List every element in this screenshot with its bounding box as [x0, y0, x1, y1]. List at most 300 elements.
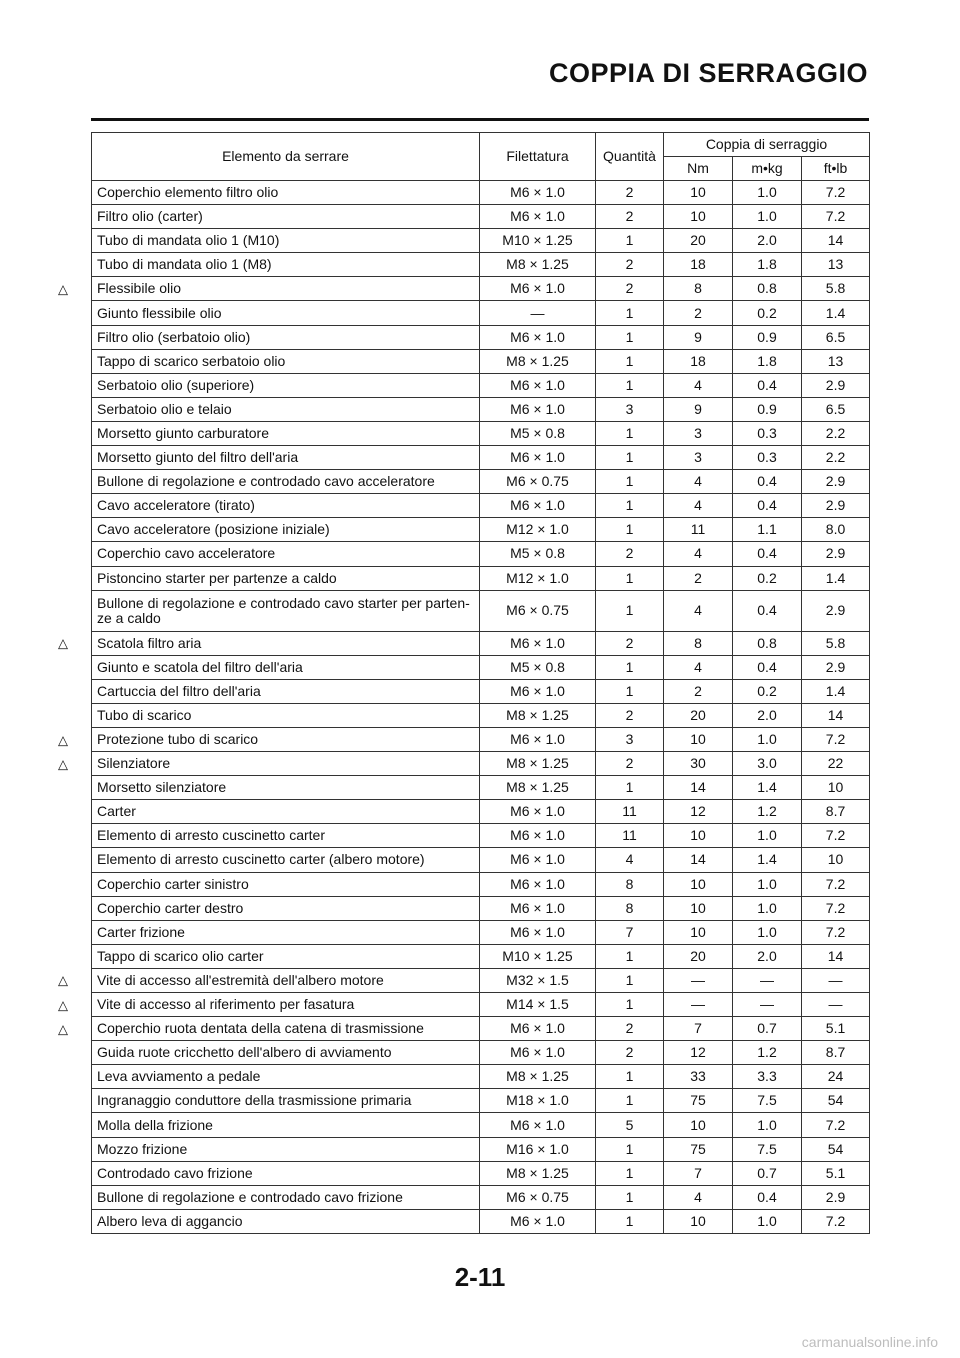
qty-cell: 2 — [596, 1041, 664, 1065]
item-name-cell — [92, 776, 480, 800]
table-row — [92, 1089, 870, 1113]
torque-nm-cell: — — [664, 993, 733, 1017]
item-name: Flessibile olio — [97, 280, 182, 297]
item-name: Elemento di arresto cuscinetto carter (albero motore) — [97, 851, 425, 868]
item-name: Tubo di mandata olio 1 (M8) — [97, 256, 272, 273]
item-name-cell — [58, 993, 480, 1017]
torque-mkg-cell: 0.4 — [733, 470, 802, 494]
table-row — [92, 1041, 870, 1065]
thread-cell: M6 × 1.0 — [480, 494, 596, 518]
item-name: Elemento di arresto cuscinetto carter — [97, 827, 325, 844]
table-header-row — [92, 133, 870, 157]
torque-mkg-cell: 0.9 — [733, 397, 802, 421]
item-name-cell — [92, 301, 480, 325]
thread-cell: M8 × 1.25 — [480, 703, 596, 727]
warning-triangle-icon: △ — [58, 756, 68, 772]
table-row — [92, 968, 870, 992]
torque-nm-cell: 10 — [664, 920, 733, 944]
qty-cell: 1 — [596, 1209, 664, 1233]
thread-cell: M6 × 1.0 — [480, 631, 596, 655]
thread-cell: M8 × 1.25 — [480, 1161, 596, 1185]
item-name-cell — [92, 655, 480, 679]
item-name: Giunto e scatola del filtro dell'aria — [97, 658, 303, 675]
qty-cell: 4 — [596, 848, 664, 872]
thread-cell: M10 × 1.25 — [480, 944, 596, 968]
item-name: Serbatoio olio (superiore) — [97, 376, 255, 393]
item-name: Carter — [97, 803, 136, 820]
table-row — [92, 800, 870, 824]
torque-nm-cell: 30 — [664, 752, 733, 776]
item-name: Bullone di regolazione e controdado cavo starter per parten-ze a caldo — [97, 594, 470, 626]
torque-ftlb-cell: — — [802, 968, 870, 992]
torque-nm-cell: 10 — [664, 181, 733, 205]
thread-cell: M6 × 1.0 — [480, 920, 596, 944]
torque-ftlb-cell: 2.9 — [802, 373, 870, 397]
torque-mkg-cell: 2.0 — [733, 229, 802, 253]
item-name-cell — [92, 1041, 480, 1065]
qty-cell: 1 — [596, 446, 664, 470]
torque-mkg-cell: 1.4 — [733, 848, 802, 872]
torque-ftlb-cell: 54 — [802, 1137, 870, 1161]
item-name: Coperchio cavo acceleratore — [97, 545, 276, 562]
torque-ftlb-cell: 1.4 — [802, 301, 870, 325]
table-row — [92, 1065, 870, 1089]
table-row — [92, 1161, 870, 1185]
item-name-cell — [92, 421, 480, 445]
torque-mkg-cell: 3.0 — [733, 752, 802, 776]
torque-ftlb-cell: 7.2 — [802, 896, 870, 920]
thread-cell: M10 × 1.25 — [480, 229, 596, 253]
torque-ftlb-cell: 22 — [802, 752, 870, 776]
thread-cell: M6 × 0.75 — [480, 590, 596, 631]
thread-cell: M6 × 1.0 — [480, 446, 596, 470]
torque-ftlb-cell: 13 — [802, 253, 870, 277]
item-name-cell — [92, 824, 480, 848]
warning-triangle-icon: △ — [58, 1021, 68, 1037]
torque-nm-cell: 4 — [664, 1185, 733, 1209]
thread-cell: M32 × 1.5 — [480, 968, 596, 992]
torque-ftlb-cell: 2.9 — [802, 494, 870, 518]
torque-ftlb-cell: 7.2 — [802, 205, 870, 229]
torque-mkg-cell: — — [733, 993, 802, 1017]
item-name-cell — [92, 518, 480, 542]
item-name-cell — [92, 494, 480, 518]
torque-nm-cell: 11 — [664, 518, 733, 542]
item-name: Morsetto silenziatore — [97, 779, 227, 796]
item-name-cell — [92, 920, 480, 944]
thread-cell: M6 × 1.0 — [480, 1113, 596, 1137]
item-name-cell — [92, 590, 480, 631]
qty-cell: 1 — [596, 470, 664, 494]
table-row — [92, 752, 870, 776]
torque-nm-cell: 4 — [664, 590, 733, 631]
table-row — [92, 205, 870, 229]
torque-ftlb-cell: 2.2 — [802, 446, 870, 470]
torque-ftlb-cell: 5.1 — [802, 1161, 870, 1185]
qty-cell: 3 — [596, 727, 664, 751]
torque-ftlb-cell: 54 — [802, 1089, 870, 1113]
item-name-cell — [92, 1089, 480, 1113]
torque-ftlb-cell: 14 — [802, 229, 870, 253]
thread-cell: M6 × 1.0 — [480, 205, 596, 229]
torque-nm-cell: 3 — [664, 421, 733, 445]
torque-nm-cell: 7 — [664, 1161, 733, 1185]
table-row — [92, 181, 870, 205]
item-name-cell — [92, 470, 480, 494]
header-qty: Quantità — [596, 133, 664, 181]
qty-cell: 1 — [596, 655, 664, 679]
qty-cell: 1 — [596, 679, 664, 703]
thread-cell: M6 × 1.0 — [480, 277, 596, 301]
item-name: Giunto flessibile olio — [97, 304, 222, 321]
torque-ftlb-cell: 10 — [802, 848, 870, 872]
item-name: Coperchio elemento filtro olio — [97, 184, 279, 201]
qty-cell: 5 — [596, 1113, 664, 1137]
table-row — [92, 1113, 870, 1137]
torque-mkg-cell: 0.4 — [733, 1185, 802, 1209]
torque-nm-cell: 10 — [664, 872, 733, 896]
torque-mkg-cell: 1.0 — [733, 205, 802, 229]
table-row — [92, 397, 870, 421]
item-name-cell — [92, 253, 480, 277]
item-name: Filtro olio (carter) — [97, 208, 203, 225]
torque-nm-cell: 4 — [664, 373, 733, 397]
qty-cell: 1 — [596, 566, 664, 590]
item-name: Tappo di scarico serbatoio olio — [97, 352, 286, 369]
torque-mkg-cell: 0.4 — [733, 373, 802, 397]
qty-cell: 11 — [596, 800, 664, 824]
item-name-cell — [92, 397, 480, 421]
torque-nm-cell: 75 — [664, 1089, 733, 1113]
torque-ftlb-cell: 13 — [802, 349, 870, 373]
torque-ftlb-cell: 5.1 — [802, 1017, 870, 1041]
torque-nm-cell: 18 — [664, 253, 733, 277]
torque-nm-cell: 33 — [664, 1065, 733, 1089]
torque-mkg-cell: 1.0 — [733, 1113, 802, 1137]
torque-ftlb-cell: — — [802, 993, 870, 1017]
torque-mkg-cell: 0.2 — [733, 679, 802, 703]
thread-cell: M6 × 1.0 — [480, 679, 596, 703]
thread-cell: M14 × 1.5 — [480, 993, 596, 1017]
qty-cell: 2 — [596, 253, 664, 277]
torque-nm-cell: 14 — [664, 776, 733, 800]
item-name: Bullone di regolazione e controdado cavo frizione — [97, 1188, 403, 1205]
thread-cell: M16 × 1.0 — [480, 1137, 596, 1161]
table-row — [92, 824, 870, 848]
torque-nm-cell: 20 — [664, 703, 733, 727]
torque-mkg-cell: 0.7 — [733, 1161, 802, 1185]
table-row — [92, 566, 870, 590]
item-name: Mozzo frizione — [97, 1140, 188, 1157]
item-name: Bullone di regolazione e controdado cavo acceleratore — [97, 473, 435, 490]
torque-mkg-cell: 2.0 — [733, 944, 802, 968]
torque-ftlb-cell: 1.4 — [802, 679, 870, 703]
table-row — [92, 301, 870, 325]
item-name-cell — [58, 727, 480, 751]
qty-cell: 1 — [596, 1089, 664, 1113]
table-row — [92, 349, 870, 373]
torque-ftlb-cell: 7.2 — [802, 1113, 870, 1137]
table-row — [92, 1017, 870, 1041]
torque-ftlb-cell: 7.2 — [802, 872, 870, 896]
table-row — [92, 631, 870, 655]
torque-ftlb-cell: 7.2 — [802, 1209, 870, 1233]
thread-cell: M6 × 0.75 — [480, 1185, 596, 1209]
torque-ftlb-cell: 2.2 — [802, 421, 870, 445]
item-name-cell — [58, 968, 480, 992]
torque-ftlb-cell: 2.9 — [802, 470, 870, 494]
table-row — [92, 229, 870, 253]
thread-cell: M6 × 1.0 — [480, 181, 596, 205]
qty-cell: 2 — [596, 631, 664, 655]
qty-cell: 1 — [596, 349, 664, 373]
torque-ftlb-cell: 10 — [802, 776, 870, 800]
table-row — [92, 590, 870, 631]
torque-mkg-cell: 1.0 — [733, 181, 802, 205]
torque-nm-cell: 9 — [664, 325, 733, 349]
table-row — [92, 872, 870, 896]
item-name: Tubo di mandata olio 1 (M10) — [97, 232, 280, 249]
watermark: carmanualsonline.info — [801, 1334, 938, 1350]
torque-nm-cell: 10 — [664, 824, 733, 848]
thread-cell: M12 × 1.0 — [480, 518, 596, 542]
torque-mkg-cell: 0.4 — [733, 655, 802, 679]
torque-ftlb-cell: 8.7 — [802, 1041, 870, 1065]
qty-cell: 8 — [596, 872, 664, 896]
warning-triangle-icon: △ — [58, 732, 68, 748]
qty-cell: 1 — [596, 373, 664, 397]
torque-nm-cell: 14 — [664, 848, 733, 872]
qty-cell: 1 — [596, 1161, 664, 1185]
torque-mkg-cell: 1.8 — [733, 253, 802, 277]
torque-ftlb-cell: 14 — [802, 944, 870, 968]
torque-ftlb-cell: 2.9 — [802, 542, 870, 566]
thread-cell: M6 × 1.0 — [480, 1209, 596, 1233]
qty-cell: 1 — [596, 494, 664, 518]
item-name: Filtro olio (serbatoio olio) — [97, 328, 251, 345]
qty-cell: 2 — [596, 205, 664, 229]
thread-cell: M8 × 1.25 — [480, 1065, 596, 1089]
torque-nm-cell: — — [664, 968, 733, 992]
torque-ftlb-cell: 6.5 — [802, 325, 870, 349]
torque-mkg-cell: 1.2 — [733, 1041, 802, 1065]
item-name-cell — [58, 752, 480, 776]
item-name: Morsetto giunto carburatore — [97, 424, 269, 441]
item-name: Vite di accesso all'estremità dell'albero motore — [97, 971, 384, 988]
table-row — [92, 993, 870, 1017]
qty-cell: 1 — [596, 1185, 664, 1209]
thread-cell: M6 × 1.0 — [480, 896, 596, 920]
qty-cell: 1 — [596, 944, 664, 968]
item-name: Cavo acceleratore (tirato) — [97, 497, 255, 514]
torque-mkg-cell: 1.0 — [733, 920, 802, 944]
torque-mkg-cell: 1.4 — [733, 776, 802, 800]
qty-cell: 2 — [596, 277, 664, 301]
table-row — [92, 446, 870, 470]
table-row — [92, 518, 870, 542]
item-name-cell — [92, 1185, 480, 1209]
item-name-cell — [92, 181, 480, 205]
qty-cell: 2 — [596, 703, 664, 727]
qty-cell: 2 — [596, 181, 664, 205]
qty-cell: 1 — [596, 993, 664, 1017]
torque-mkg-cell: 1.8 — [733, 349, 802, 373]
qty-cell: 1 — [596, 301, 664, 325]
qty-cell: 1 — [596, 590, 664, 631]
item-name: Tubo di scarico — [97, 706, 192, 723]
item-name-cell — [92, 679, 480, 703]
torque-nm-cell: 4 — [664, 542, 733, 566]
torque-nm-cell: 4 — [664, 470, 733, 494]
torque-mkg-cell: 0.3 — [733, 446, 802, 470]
item-name-cell — [58, 1017, 480, 1041]
qty-cell: 8 — [596, 896, 664, 920]
table-row — [92, 920, 870, 944]
item-name: Coperchio carter sinistro — [97, 875, 249, 892]
table-row — [92, 655, 870, 679]
torque-nm-cell: 3 — [664, 446, 733, 470]
torque-ftlb-cell: 6.5 — [802, 397, 870, 421]
item-name-cell — [92, 703, 480, 727]
item-name-cell — [92, 896, 480, 920]
item-name-cell — [92, 205, 480, 229]
torque-nm-cell: 4 — [664, 494, 733, 518]
torque-ftlb-cell: 5.8 — [802, 631, 870, 655]
torque-mkg-cell: 1.0 — [733, 1209, 802, 1233]
torque-ftlb-cell: 14 — [802, 703, 870, 727]
torque-ftlb-cell: 5.8 — [802, 277, 870, 301]
torque-ftlb-cell: 8.7 — [802, 800, 870, 824]
torque-nm-cell: 12 — [664, 800, 733, 824]
torque-mkg-cell: — — [733, 968, 802, 992]
table-row — [92, 1185, 870, 1209]
item-name: Tappo di scarico olio carter — [97, 947, 264, 964]
qty-cell: 1 — [596, 1065, 664, 1089]
torque-mkg-cell: 1.0 — [733, 727, 802, 751]
thread-cell: M5 × 0.8 — [480, 542, 596, 566]
item-name: Silenziatore — [97, 755, 171, 772]
thread-cell: M12 × 1.0 — [480, 566, 596, 590]
table-row — [92, 679, 870, 703]
qty-cell: 1 — [596, 229, 664, 253]
torque-mkg-cell: 2.0 — [733, 703, 802, 727]
item-name-cell — [92, 1137, 480, 1161]
thread-cell: M8 × 1.25 — [480, 776, 596, 800]
header-mkg: m•kg — [733, 157, 802, 181]
item-name-cell — [92, 1161, 480, 1185]
page-title: COPPIA DI SERRAGGIO — [548, 58, 868, 88]
table-row — [92, 1209, 870, 1233]
table-row — [92, 470, 870, 494]
torque-nm-cell: 18 — [664, 349, 733, 373]
thread-cell: M6 × 1.0 — [480, 848, 596, 872]
torque-nm-cell: 8 — [664, 631, 733, 655]
item-name-cell — [92, 1209, 480, 1233]
qty-cell: 11 — [596, 824, 664, 848]
torque-ftlb-cell: 1.4 — [802, 566, 870, 590]
thread-cell: M6 × 1.0 — [480, 325, 596, 349]
torque-ftlb-cell: 2.9 — [802, 590, 870, 631]
torque-ftlb-cell: 7.2 — [802, 727, 870, 751]
item-name-cell — [58, 277, 480, 301]
torque-nm-cell: 10 — [664, 1209, 733, 1233]
torque-nm-cell: 2 — [664, 566, 733, 590]
torque-table — [58, 132, 870, 1234]
item-name: Molla della frizione — [97, 1116, 213, 1133]
torque-ftlb-cell: 7.2 — [802, 824, 870, 848]
item-name: Leva avviamento a pedale — [97, 1068, 261, 1085]
thread-cell: M6 × 1.0 — [480, 373, 596, 397]
qty-cell: 1 — [596, 325, 664, 349]
item-name-cell — [92, 446, 480, 470]
torque-mkg-cell: 0.7 — [733, 1017, 802, 1041]
torque-mkg-cell: 1.0 — [733, 824, 802, 848]
item-name: Carter frizione — [97, 923, 185, 940]
table-row — [92, 944, 870, 968]
item-name: Coperchio ruota dentata della catena di trasmissione — [97, 1020, 424, 1037]
torque-mkg-cell: 3.3 — [733, 1065, 802, 1089]
thread-cell: M6 × 0.75 — [480, 470, 596, 494]
torque-mkg-cell: 0.2 — [733, 301, 802, 325]
qty-cell: 7 — [596, 920, 664, 944]
item-name-cell — [92, 373, 480, 397]
torque-nm-cell: 20 — [664, 229, 733, 253]
table-row — [92, 494, 870, 518]
qty-cell: 2 — [596, 1017, 664, 1041]
torque-ftlb-cell: 2.9 — [802, 655, 870, 679]
thread-cell: M8 × 1.25 — [480, 349, 596, 373]
table-body — [58, 181, 870, 1234]
item-name-cell — [92, 848, 480, 872]
item-name-cell — [92, 349, 480, 373]
page-number: 2-11 — [454, 1262, 506, 1292]
torque-mkg-cell: 1.0 — [733, 896, 802, 920]
item-name: Serbatoio olio e telaio — [97, 400, 232, 417]
table-row — [92, 703, 870, 727]
thread-cell: M6 × 1.0 — [480, 727, 596, 751]
torque-mkg-cell: 0.2 — [733, 566, 802, 590]
table-row — [92, 325, 870, 349]
title-divider — [91, 118, 869, 121]
torque-ftlb-cell: 7.2 — [802, 920, 870, 944]
torque-mkg-cell: 1.0 — [733, 872, 802, 896]
item-name: Guida ruote cricchetto dell'albero di avviamento — [97, 1044, 392, 1061]
item-name-cell — [92, 325, 480, 349]
warning-triangle-icon: △ — [58, 281, 68, 297]
table-row — [92, 727, 870, 751]
item-name-cell — [92, 566, 480, 590]
torque-nm-cell: 2 — [664, 301, 733, 325]
thread-cell: M6 × 1.0 — [480, 397, 596, 421]
torque-ftlb-cell: 24 — [802, 1065, 870, 1089]
torque-nm-cell: 12 — [664, 1041, 733, 1065]
torque-mkg-cell: 1.1 — [733, 518, 802, 542]
header-item: Elemento da serrare — [92, 133, 480, 181]
item-name-cell — [58, 631, 480, 655]
torque-nm-cell: 8 — [664, 277, 733, 301]
torque-mkg-cell: 7.5 — [733, 1137, 802, 1161]
torque-nm-cell: 7 — [664, 1017, 733, 1041]
qty-cell: 1 — [596, 968, 664, 992]
item-name-cell — [92, 800, 480, 824]
torque-mkg-cell: 0.4 — [733, 494, 802, 518]
torque-mkg-cell: 0.9 — [733, 325, 802, 349]
thread-cell: M6 × 1.0 — [480, 1017, 596, 1041]
torque-ftlb-cell: 8.0 — [802, 518, 870, 542]
thread-cell: M5 × 0.8 — [480, 655, 596, 679]
item-name-cell — [92, 1113, 480, 1137]
table-row — [92, 896, 870, 920]
